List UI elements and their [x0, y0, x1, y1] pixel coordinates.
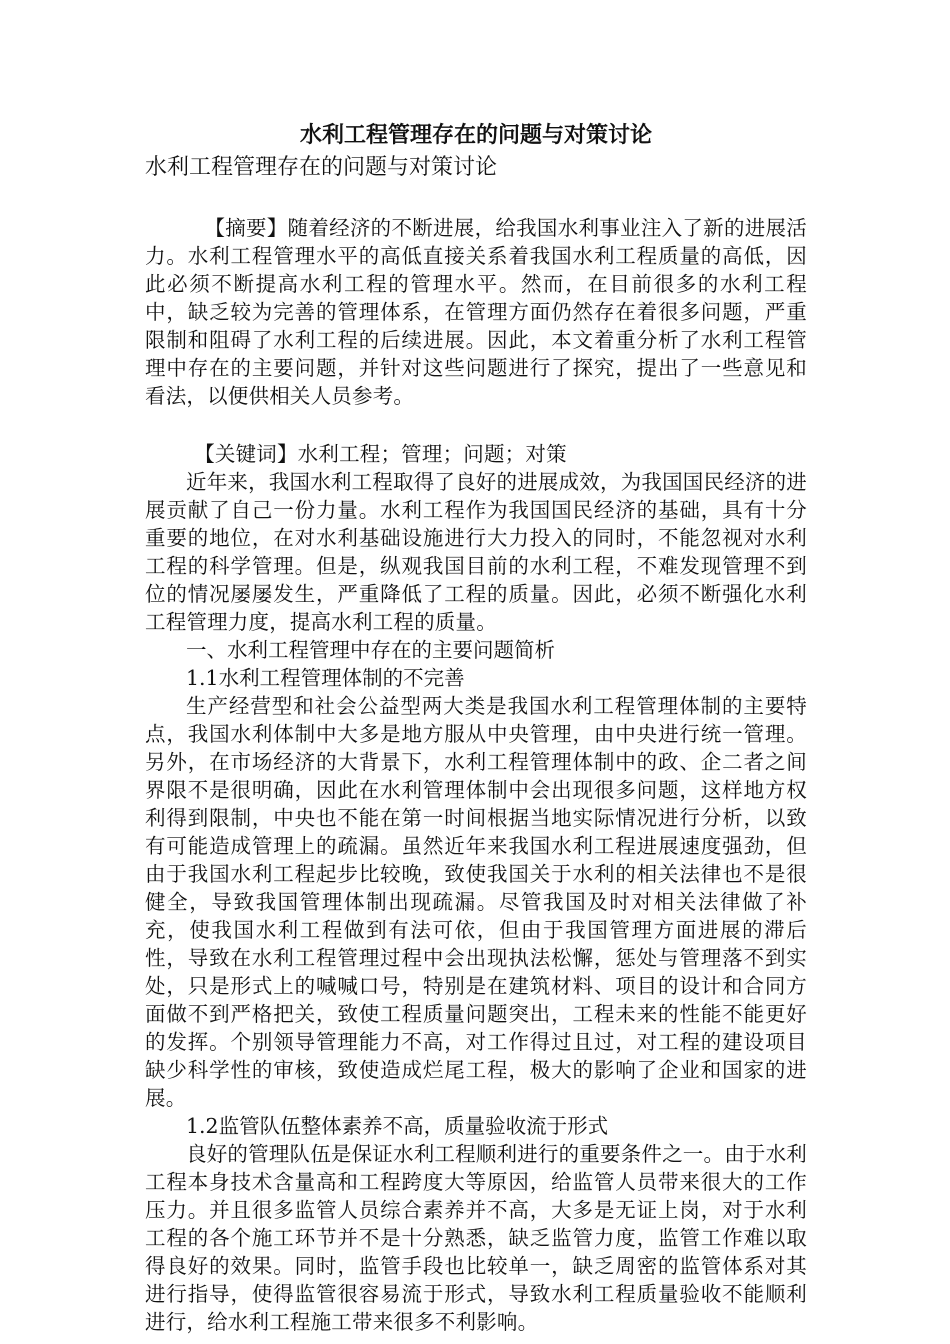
intro-paragraph: 近年来，我国水利工程取得了良好的进展成效，为我国国民经济的进展贡献了自己一份力量。水利工程作为我国国民经济的基础，具有十分重要的地位，在对水利基础设施进行大力投入的同时，不能忽视对水利工程的科学管理。但是，纵观我国目前的水利工程，不难发现管理不到位的情况屡屡发生，严重降低了工程的质量。因此，必须不断强化水利工程管理力度，提高水利工程的质量。	[145, 470, 807, 634]
spacer	[145, 184, 807, 214]
section-1-1-body: 生产经营型和社会公益型两大类是我国水利工程管理体制的主要特点，我国水利体制中大多是地方服从中央管理，由中央进行统一管理。另外，在市场经济的大背景下，水利工程管理体制中的政、企二者之间界限不是很明确，因此在水利管理体制中会出现很多问题，这样地方权利得到限制，中央也不能在第一时间根据当地实际情况进行分析，以致有可能造成管理上的疏漏。虽然近年来我国水利工程进展速度强劲，但由于我国水利工程起步比较晚，致使我国关于水利的相关法律也不是很健全，导致我国管理体制出现疏漏。尽管我国及时对相关法律做了补充，使我国水利工程做到有法可依，但由于我国管理方面进展的滞后性，导致在水利工程管理过程中会出现执法松懈，惩处与管理落不到实处，只是形式上的喊喊口号，特别是在建筑材料、项目的设计和合同方面做不到严格把关，致使工程质量问题突出，工程未来的性能不能更好的发挥。个别领导管理能力不高，对工作得过且过，对工程的建设项目缺少科学性的审核，致使造成烂尾工程，极大的影响了企业和国家的进展。	[145, 694, 807, 1110]
section-1-1-heading: 1.1水利工程管理体制的不完善	[186, 666, 465, 690]
section-1-2-heading: 1.2监管队伍整体素养不高，质量验收流于形式	[186, 1114, 609, 1138]
document-subtitle: 水利工程管理存在的问题与对策讨论	[145, 155, 498, 180]
document-title: 水利工程管理存在的问题与对策讨论	[299, 122, 652, 148]
section-1-2-body: 良好的管理队伍是保证水利工程顺利进行的重要条件之一。由于水利工程本身技术含量高和工程跨度大等原因，给监管人员带来很大的工作压力。并且很多监管人员综合素养并不高，大多是无证上岗，对于水利工程的各个施工环节并不是十分熟悉，缺乏监管力度，监管工作难以取得良好的效果。同时，监管手段也比较单一，缺乏周密的监管体系对其进行指导，使得监管很容易流于形式，导致水利工程质量验收不能顺利进行，给水利工程施工带来很多不利影响。	[145, 1142, 807, 1334]
spacer	[145, 410, 807, 440]
abstract-paragraph: 【摘要】随着经济的不断进展，给我国水利事业注入了新的进展活力。水利工程管理水平的高低直接关系着我国水利工程质量的高低，因此必须不断提高水利工程的管理水平。然而，在目前很多的水利工程中，缺乏较为完善的管理体系，在管理方面仍然存在着很多问题，严重限制和阻碍了水利工程的后续进展。因此，本文着重分析了水利工程管理中存在的主要问题，并针对这些问题进行了探究，提出了一些意见和看法，以便供相关人员参考。	[145, 216, 807, 408]
section-1-heading: 一、水利工程管理中存在的主要问题简析	[186, 638, 555, 662]
document-page	[145, 118, 807, 1336]
keywords-paragraph: 【关键词】水利工程；管理；问题；对策	[194, 442, 567, 466]
